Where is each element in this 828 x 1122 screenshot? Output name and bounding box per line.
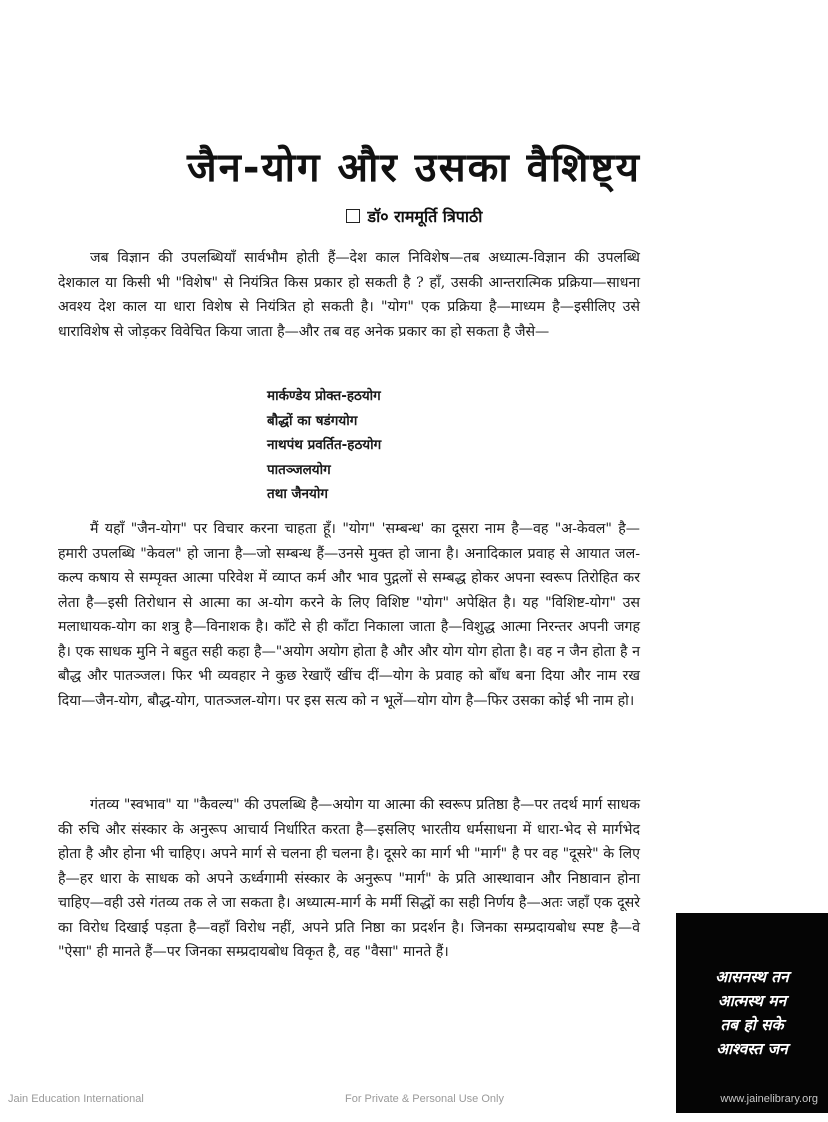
list-item: पातञ्जलयोग (267, 461, 331, 478)
quote-line: आत्मस्थ मन (717, 992, 787, 1010)
list-item: मार्कण्डेय प्रोक्त-हठयोग (267, 388, 381, 404)
author-name: डॉ० राममूर्ति त्रिपाठी (367, 207, 483, 226)
quote-line: तब हो सके (720, 1016, 784, 1034)
paragraph-destination: गंतव्य "स्वभाव" या "कैवल्य" की उपलब्धि है—अयोग या आत्मा की स्वरूप प्रतिष्ठा है—पर तदर्थ मार्ग साधक की रुचि और संस्कार के अनुरूप आचार्य निर्धारित करता है—इसलिए भारतीय धर्मसाधना में धारा-भेद से मार्गभेद होता है और होना भी चाहिए। अपने मार्ग से चलना ही चलना है। दूसरे का मार्ग भी "मार्ग" है पर वह "दूसरे" के लिए है—हर धारा के साधक को अपने ऊर्ध्वगामी संस्कार के अनुरूप "मार्ग" के प्रति आस्थावान और निष्ठावान होना चाहिए—वही उसे गंतव्य तक ले जा सकता है। अध्यात्म-मार्ग के मर्मी सिद्धों का सही निर्णय है—अतः जहाँ एक दूसरे का विरोध दिखाई पड़ता है—वहाँ विरोध नहीं, अपने प्रति निष्ठा का प्रदर्शन है। जिनका सम्प्रदायबोध स्पष्ट है—वे "ऐसा" ही मानते हैं—पर जिनका सम्प्रदायबोध विकृत है, वह "वैसा" मानते हैं। (58, 797, 640, 960)
author-byline (0, 205, 828, 227)
footer-publisher: Jain Education International (8, 1093, 144, 1105)
paragraph-jain-yoga: मैं यहाँ "जैन-योग" पर विचार करना चाहता हूँ। "योग" 'सम्बन्ध' का दूसरा नाम है—वह "अ-केवल" है—हमारी उपलब्धि "केवल" हो जाना है—जो सम्बन्ध हैं—उनसे मुक्त हो जाना है। अनादिकाल प्रवाह से आयात जल-कल्प कषाय से सम्पृक्त आत्मा परिवेश में व्याप्त कर्म और भाव पुद्गलों से सम्बद्ध होकर अपना स्वरूप तिरोहित कर लेता है—इसी तिरोधान से आत्मा का अ-योग करने के लिए विशिष्ट "योग" अपेक्षित है। यह "विशिष्ट-योग" उस मलाधायक-योग का शत्रु है—विनाशक है। काँटे से ही काँटा निकाला जाता है—विशुद्ध आत्मा निरन्तर अपनी जगह है। एक साधक मुनि ने बहुत सही कहा है—"अयोग अयोग होता है और और योग योग होता है। वह न जैन होता है न बौद्ध और पातञ्जल। फिर भी व्यवहार ने कुछ रेखाएँ खींच दीं—योग के प्रवाह को बाँध बना दिया और नाम रख दिया—जैन-योग, बौद्ध-योग, पातञ्जल-योग। पर इस सत्य को न भूलें—योग योग है—फिर उसका कोई भी नाम हो। (58, 521, 640, 709)
paragraph-intro: जब विज्ञान की उपलब्धियाँ सार्वभौम होती हैं—देश काल निविशेष—तब अध्यात्म-विज्ञान की उपलब्धि देशकाल या किसी भी "विशेष" से नियंत्रित किस प्रकार हो सकती है ? हाँ, उसकी आन्तरात्मिक प्रक्रिया—साधना अवश्य देश काल या धारा विशेष से नियंत्रित हो सकती है। "योग" एक प्रक्रिया है—माध्यम है—इसीलिए उसे धाराविशेष से जोड़कर विवेचित किया जाता है—और तब वह अनेक प्रकार का हो सकता है जैसे— (58, 250, 640, 340)
list-item: नाथपंथ प्रवर्तित-हठयोग (267, 437, 382, 454)
yoga-types-list (267, 384, 381, 507)
page-title: जैन-योग और उसका वैशिष्ट्य (186, 145, 642, 191)
footer-website-link[interactable]: www.jainelibrary.org (720, 1093, 818, 1105)
footer-usage-note: For Private & Personal Use Only (345, 1093, 504, 1105)
quote-line: आश्वस्त जन (716, 1040, 788, 1058)
square-bullet-icon (346, 209, 360, 223)
sidebar-quote (676, 965, 828, 1061)
quote-line: आसनस्थ तन (715, 968, 789, 986)
sidebar-quote-box (676, 913, 828, 1113)
list-item: बौद्धों का षडंगयोग (267, 412, 358, 429)
list-item: तथा जैनयोग (267, 486, 328, 503)
